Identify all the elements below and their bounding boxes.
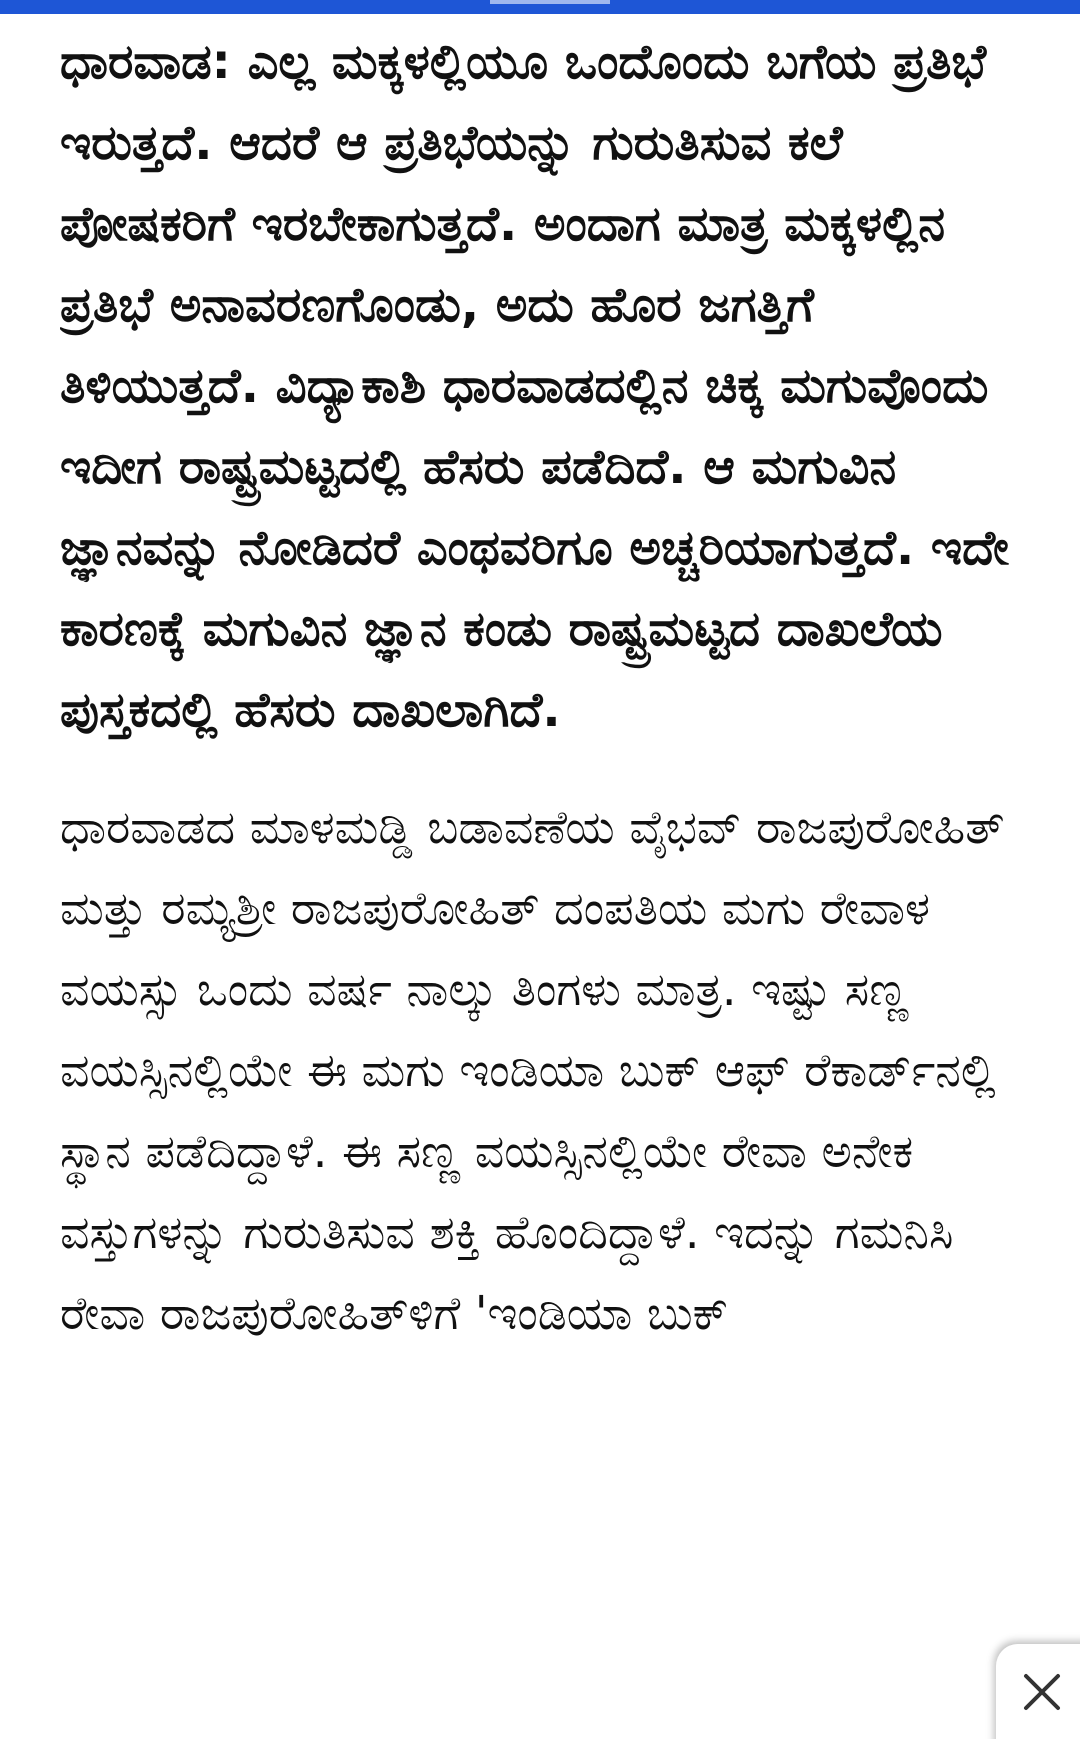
article-body <box>60 22 1020 1739</box>
article-paragraph: ಧಾರವಾಡದ ಮಾಳಮಡ್ಡಿ ಬಡಾವಣೆಯ ವೈಭವ್ ರಾಜಪುರೋಹಿತ್ ಮತ್ತು ರಮ್ಯಶ್ರೀ ರಾಜಪುರೋಹಿತ್ ದಂಪತಿಯ ಮಗು ರೇವಾಳ ವಯಸ್ಸು ಒಂದು ವರ್ಷ ನಾಲ್ಕು ತಿಂಗಳು ಮಾತ್ರ. ಇಷ್ಟು ಸಣ್ಣ ವಯಸ್ಸಿನಲ್ಲಿಯೇ ಈ ಮಗು ಇಂಡಿಯಾ ಬುಕ್ ಆಫ್ ರೆಕಾರ್ಡ್‌ನಲ್ಲಿ ಸ್ಥಾನ ಪಡೆದಿದ್ದಾಳೆ. ಈ ಸಣ್ಣ ವಯಸ್ಸಿನಲ್ಲಿಯೇ ರೇವಾ ಅನೇಕ ವಸ್ತುಗಳನ್ನು ಗುರುತಿಸುವ ಶಕ್ತಿ ಹೊಂದಿದ್ದಾಳೆ. ಇದನ್ನು ಗಮನಿಸಿ ರೇವಾ ರಾಜಪುರೋಹಿತ್‌ಳಿಗೆ 'ಇಂಡಿಯಾ ಬುಕ್ <box>60 800 1005 1340</box>
top-accent-bar <box>0 0 1080 14</box>
top-bar-indicator <box>490 0 610 4</box>
article-lead-paragraph: ಧಾರವಾಡ: ಎಲ್ಲ ಮಕ್ಕಳಲ್ಲಿಯೂ ಒಂದೊಂದು ಬಗೆಯ ಪ್ರತಿಭೆ ಇರುತ್ತದೆ. ಆದರೆ ಆ ಪ್ರತಿಭೆಯನ್ನು ಗುರುತಿಸುವ ಕಲೆ ಪೋಷಕರಿಗೆ ಇರಬೇಕಾಗುತ್ತದೆ. ಅಂದಾಗ ಮಾತ್ರ ಮಕ್ಕಳಲ್ಲಿನ ಪ್ರತಿಭೆ ಅನಾವರಣಗೊಂಡು, ಅದು ಹೊರ ಜಗತ್ತಿಗೆ ತಿಳಿಯುತ್ತದೆ. ವಿದ್ಯಾಕಾಶಿ ಧಾರವಾಡದಲ್ಲಿನ ಚಿಕ್ಕ ಮಗುವೊಂದು ಇದೀಗ ರಾಷ್ಟ್ರಮಟ್ಟದಲ್ಲಿ ಹೆಸರು ಪಡೆದಿದೆ. ಆ ಮಗುವಿನ ಜ್ಞಾನವನ್ನು ನೋಡಿದರೆ ಎಂಥವರಿಗೂ ಅಚ್ಚರಿಯಾಗುತ್ತದೆ. ಇದೇ ಕಾರಣಕ್ಕೆ ಮಗುವಿನ ಜ್ಞಾನ ಕಂಡು ರಾಷ್ಟ್ರಮಟ್ಟದ ದಾಖಲೆಯ ಪುಸ್ತಕದಲ್ಲಿ ಹೆಸರು ದಾಖಲಾಗಿದೆ. <box>60 34 1009 738</box>
close-ad-button[interactable] <box>996 1644 1080 1739</box>
close-icon <box>1022 1672 1062 1712</box>
